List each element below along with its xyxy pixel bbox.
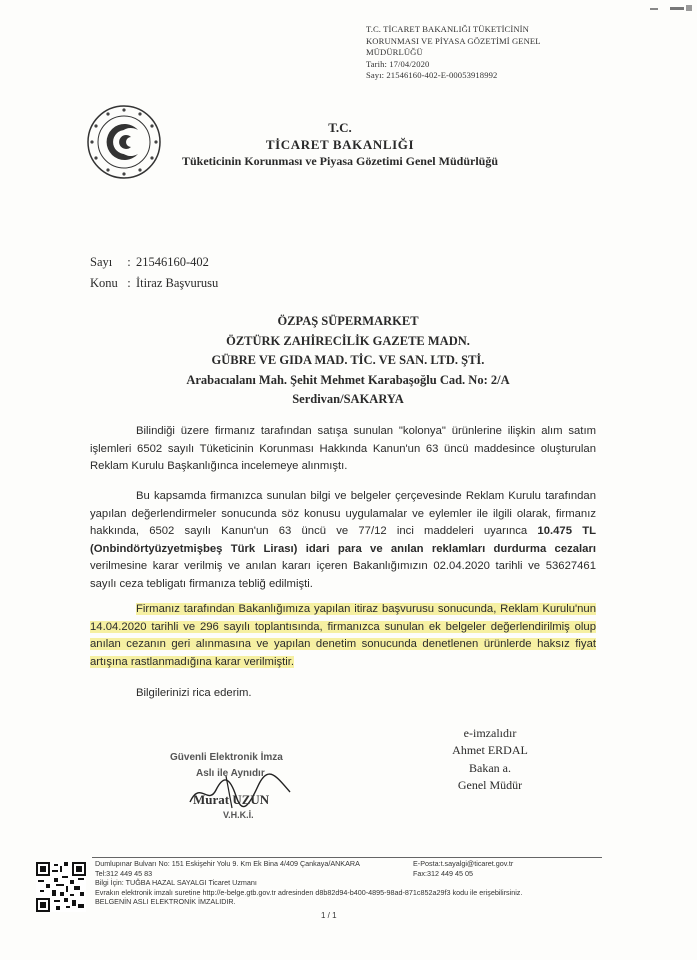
konu-value: İtiraz Başvurusu [136, 276, 219, 290]
ref-org-line3: MÜDÜRLÜĞÜ [366, 47, 423, 57]
sayi-colon: : [127, 255, 131, 269]
body-paragraph-2 [90, 488, 596, 594]
document-reference-note [366, 24, 596, 82]
stamp-title: V.H.K.İ. [223, 810, 254, 820]
footer-row [95, 869, 615, 879]
sayi-value: 21546160-402 [136, 255, 209, 269]
footer-verify: Evrakın elektronik imzalı suretine http://e-belge.gtb.gov.tr adresinden d8b82d94-b400-4895-98ad-871c852a29f3 kodu ile erişebilirsiniz. [95, 887, 523, 897]
paragraph-text-part: Bu kapsamda firmanızca sunulan bilgi ve belgeler çerçevesinde Reklam Kurulu tarafından yapılan değerlendirmeler sonucunda söz konusu uygulamalar ve eylemler ile ilgili olarak, firmanız hakkında, 6502 sayılı Kanun'un 63 üncü ve 77/12 inci maddeleri uyarınca [90, 490, 596, 538]
paragraph-text-part: verilmesine karar verilmiş ve anılan kararı içeren Bakanlığımızın 02.04.2020 tarihli ve 53627461 sayılı ceza tebligatı firmanıza tebliğ edilmişti. [90, 560, 596, 590]
signer-name: Ahmet ERDAL [452, 743, 528, 758]
ref-org-line2: KORUNMASI VE PİYASA GÖZETİMİ GENEL [366, 35, 541, 46]
signer-title: Genel Müdür [457, 777, 523, 792]
stamp-line2: Aslı ile Aynıdır [196, 768, 265, 779]
recipient-company-line1: ÖZTÜRK ZAHİRECİLİK GAZETE MADN. [226, 333, 470, 348]
footer-notice: BELGENİN ASLI ELEKTRONİK İMZALIDIR. [95, 897, 236, 907]
recipient-address [118, 312, 578, 410]
recipient-city: Serdivan/SAKARYA [292, 392, 404, 406]
footer-tel: Tel:312 449 45 83 [95, 868, 153, 878]
body-paragraph-4 [90, 685, 596, 703]
ref-org-line1: T.C. TİCARET BAKANLIĞI TÜKETİCİNİN [366, 24, 529, 34]
letterhead-ministry: TİCARET BAKANLIĞI [265, 137, 415, 152]
letterhead-directorate: Tüketicinin Korunması ve Piyasa Gözetimi Genel Müdürlüğü [181, 154, 498, 168]
footer-row [95, 859, 615, 869]
recipient-company-line2: GÜBRE VE GIDA MAD. TİC. VE SAN. LTD. ŞTİ. [211, 353, 485, 367]
footer-divider [92, 857, 602, 858]
highlighted-decision: Firmanız tarafından Bakanlığımıza yapılan itiraz başvurusu sonucunda, Reklam Kurulu'nun 14.04.2020 tarihli ve 296 sayılı toplantısında, firmanızca sunulan ek belgeler değerlendirilmiş olup anılan cezanın geri alınmasına ve yapılan denetim sonucunda denetlenen ürünlerde haksız fiyat artışına rastlanmadığına karar verilmiştir. [90, 603, 596, 668]
penalty-amount: 10.475 TL (Onbindörtyüzyetmişbeş Türk Lirası) idari para ve anılan reklamları durdurma cezaları [90, 525, 596, 555]
sayi-label: Sayı [90, 255, 113, 269]
footer-email: E-Posta:t.sayalgi@ticaret.gov.tr [413, 859, 514, 868]
qr-code [36, 862, 86, 912]
ref-date: Tarih: 17/04/2020 [366, 58, 430, 69]
stamp-line1: Güvenli Elektronik İmza [170, 752, 283, 763]
scan-mark [650, 2, 694, 12]
page-number: 1 / 1 [321, 911, 337, 920]
closing-line: Bilgilerinizi rica ederim. [136, 687, 252, 699]
signer-role: Bakan a. [469, 760, 511, 775]
letterhead-country: T.C. [328, 120, 352, 135]
recipient-name: ÖZPAŞ SÜPERMARKET [277, 314, 419, 328]
letterhead [150, 120, 530, 170]
footer [95, 859, 615, 907]
ref-number: Sayı: 21546160-402-E-00053918992 [366, 70, 498, 80]
body-paragraph-1 [90, 423, 596, 476]
signature-block [430, 725, 550, 794]
meta-konu-row [90, 273, 218, 294]
e-signed-label: e-imzalıdır [463, 726, 517, 740]
paragraph-text [90, 601, 596, 671]
paragraph-text [90, 488, 596, 594]
body-paragraph-3 [90, 601, 596, 671]
paragraph-text: Bilindiği üzere firmanız tarafından satışa sunulan "kolonya" ürünlerine ilişkin alım satım işlemleri 6502 sayılı Tüketicinin Korunması Hakkında Kanun'un 63 üncü maddesince oluşturulan Reklam Kurulu Başkanlığınca incelemeye alınmıştı. [90, 425, 596, 473]
recipient-street: Arabacıalanı Mah. Şehit Mehmet Karabaşoğlu Cad. No: 2/A [186, 372, 510, 387]
meta-sayi-row [90, 252, 218, 273]
konu-colon: : [127, 276, 131, 290]
footer-address: Dumlupınar Bulvarı No: 151 Eskişehir Yolu 9. Km Ek Bina 4/409 Çankaya/ANKARA [95, 859, 360, 868]
konu-label: Konu [90, 276, 118, 290]
document-meta [90, 252, 218, 294]
stamp-name: Murat UZUN [193, 792, 270, 807]
footer-info: Bilgi İçin: TUĞBA HAZAL SAYALGI Ticaret Uzmanı [95, 878, 257, 888]
footer-fax: Fax:312 449 45 05 [413, 868, 473, 878]
